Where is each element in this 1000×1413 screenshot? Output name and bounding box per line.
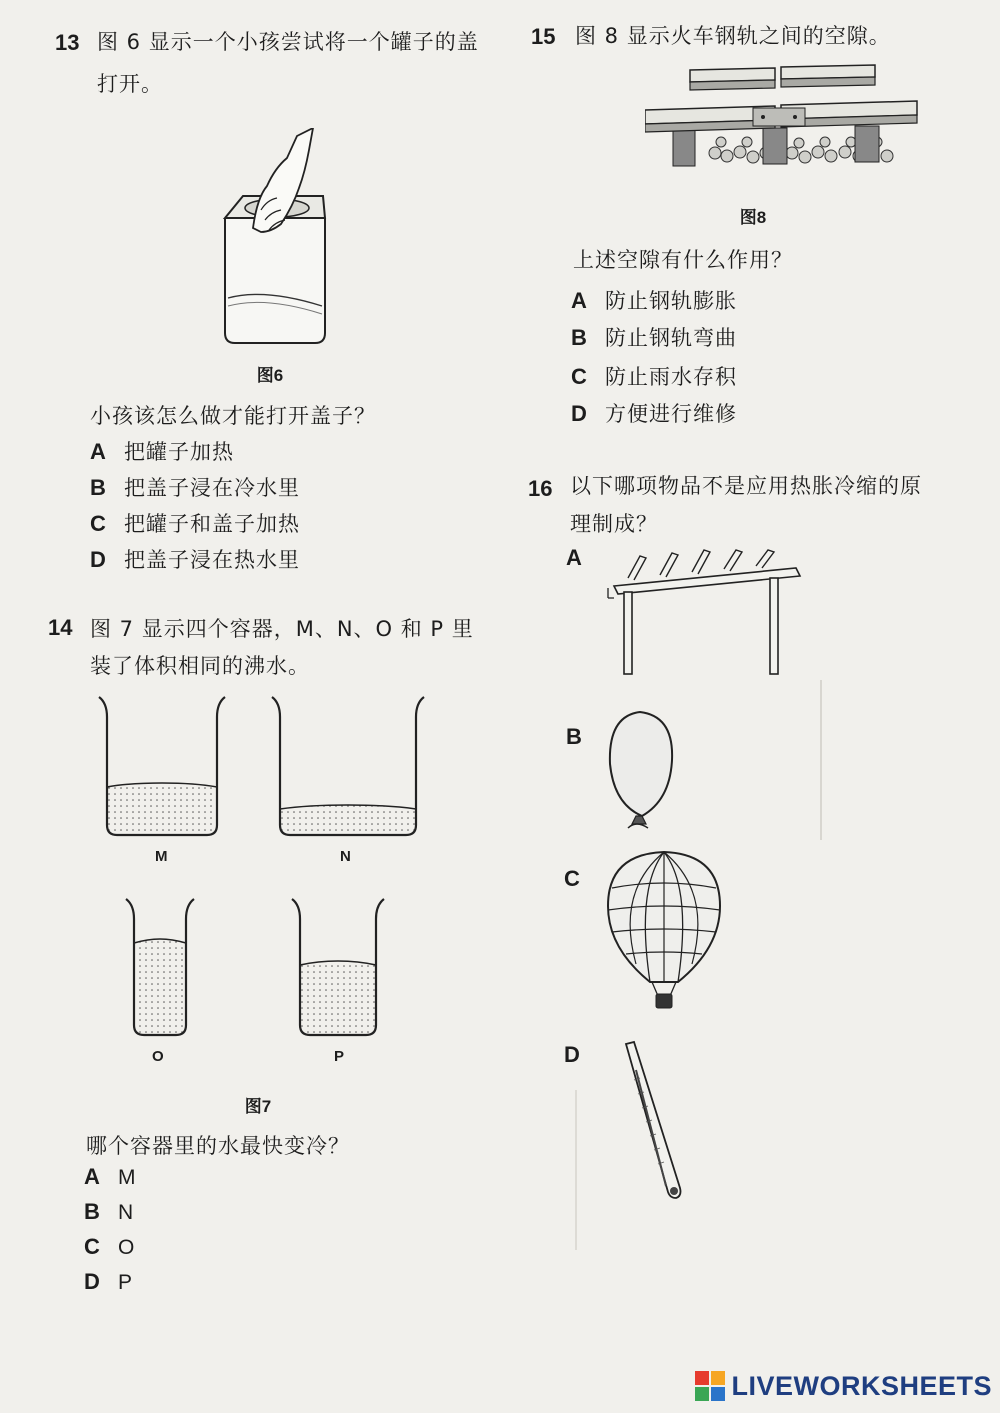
container-m-label: M (155, 848, 168, 865)
q14-option-b[interactable] (84, 1199, 134, 1225)
q14-stem-line2: 装了体积相同的沸水。 (90, 654, 310, 678)
q14-option-d-letter: D (84, 1269, 101, 1294)
container-n-illustration (268, 695, 428, 845)
hot-air-balloon-illustration (602, 848, 726, 1018)
q15-option-b-text: 防止钢轨弯曲 (605, 326, 737, 350)
q13-option-d-text: 把盖子浸在热水里 (124, 548, 300, 572)
q15-option-b-letter: B (571, 325, 588, 350)
q15-option-d-letter: D (571, 401, 588, 426)
liveworksheets-brand-text: LIVEWORKSHEETS (731, 1370, 992, 1401)
q14-figure-caption: 图7 (244, 1097, 272, 1116)
logo-square-red (695, 1371, 709, 1385)
q15-question: 上述空隙有什么作用？ (573, 248, 793, 272)
q15-option-a-letter: A (571, 288, 588, 313)
logo-square-orange (711, 1371, 725, 1385)
q13-option-b-text: 把盖子浸在冷水里 (124, 476, 300, 500)
q13-option-c[interactable] (90, 508, 300, 538)
jar-with-hand-illustration (205, 128, 345, 350)
q13-option-d-letter: D (90, 547, 107, 572)
railway-track-gap-illustration (645, 58, 920, 173)
q13-option-b[interactable] (90, 472, 300, 502)
liveworksheets-logo-icon (695, 1371, 725, 1401)
q15-stem: 图 8 显示火车钢轨之间的空隙。 (575, 24, 891, 48)
q13-option-a-letter: A (90, 439, 107, 464)
q15-option-d[interactable] (571, 398, 737, 428)
logo-square-green (695, 1387, 709, 1401)
q14-option-c[interactable] (84, 1234, 135, 1260)
q16-option-b-letter[interactable]: B (566, 724, 582, 749)
balloon-illustration (600, 708, 680, 832)
q16-stem-line2: 理制成？ (570, 512, 658, 536)
q16-option-d-letter[interactable]: D (564, 1042, 580, 1067)
logo-square-blue (711, 1387, 725, 1401)
q15-option-b[interactable] (571, 322, 737, 352)
q13-stem-line2: 打开。 (97, 72, 163, 96)
q13-option-c-letter: C (90, 511, 107, 536)
liveworksheets-watermark (695, 1367, 992, 1405)
q15-option-d-text: 方便进行维修 (605, 402, 737, 426)
bleed-through-line-2 (575, 1090, 577, 1250)
container-p-label: P (334, 1048, 345, 1065)
q13-number: 13 (55, 30, 80, 55)
q14-stem-line1: 图 7 显示四个容器，M、N、O 和 P 里 (90, 617, 474, 641)
q14-option-b-letter: B (84, 1199, 101, 1224)
q15-option-a[interactable] (571, 285, 737, 315)
q13-option-a[interactable] (90, 436, 234, 466)
q16-option-c-letter[interactable]: C (564, 866, 580, 891)
container-o-label: O (152, 1048, 164, 1065)
q14-option-a[interactable] (84, 1164, 137, 1190)
container-p-illustration (288, 897, 388, 1042)
q16-option-a-letter[interactable]: A (566, 545, 582, 570)
container-n-label: N (340, 848, 351, 865)
container-m-illustration (95, 695, 235, 845)
q13-option-d[interactable] (90, 544, 300, 574)
q14-option-a-text: M (118, 1166, 137, 1189)
q14-option-c-text: O (118, 1236, 136, 1259)
q13-option-c-text: 把罐子和盖子加热 (124, 512, 300, 536)
container-o-illustration (120, 897, 200, 1042)
q16-stem-line1: 以下哪项物品不是应用热胀冷缩的原 (570, 474, 922, 498)
bleed-through-line (820, 680, 822, 840)
q14-option-d-text: P (118, 1271, 134, 1294)
q14-option-d[interactable] (84, 1269, 133, 1295)
q13-option-b-letter: B (90, 475, 107, 500)
pergola-frame-illustration (600, 548, 810, 678)
q15-option-c[interactable] (571, 361, 737, 391)
q13-figure-caption: 图6 (256, 366, 284, 385)
q15-option-a-text: 防止钢轨膨胀 (605, 289, 737, 313)
q15-option-c-letter: C (571, 364, 588, 389)
q15-number: 15 (531, 24, 556, 49)
q14-option-c-letter: C (84, 1234, 101, 1259)
q13-question: 小孩该怎么做才能打开盖子？ (90, 404, 376, 428)
q15-option-c-text: 防止雨水存积 (605, 365, 737, 389)
q13-stem-line1: 图 6 显示一个小孩尝试将一个罐子的盖 (97, 30, 479, 54)
q15-figure-caption: 图8 (739, 208, 767, 227)
thermometer-illustration (620, 1040, 690, 1200)
q13-option-a-text: 把罐子加热 (124, 440, 234, 464)
q14-number: 14 (48, 615, 73, 640)
q16-number: 16 (528, 476, 553, 501)
q14-option-a-letter: A (84, 1164, 101, 1189)
q14-option-b-text: N (118, 1201, 135, 1224)
q14-question: 哪个容器里的水最快变冷？ (86, 1134, 350, 1158)
